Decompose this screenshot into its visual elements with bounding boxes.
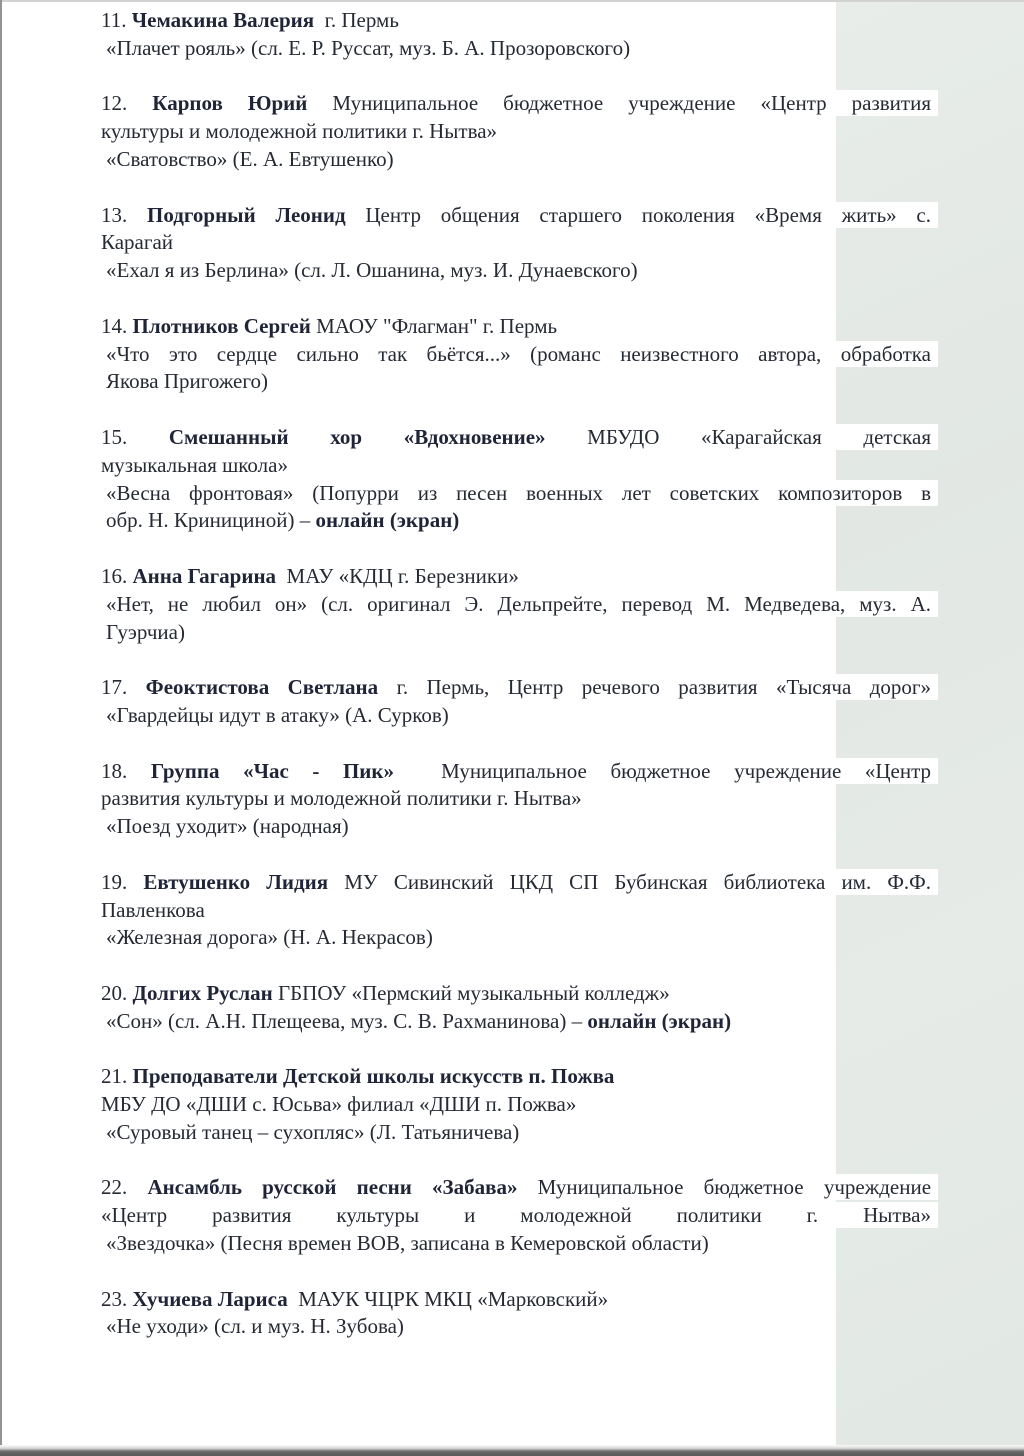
entry-song-line xyxy=(99,35,938,63)
entry-header-line xyxy=(99,1063,938,1091)
entry-song-line xyxy=(99,257,938,285)
line-background xyxy=(99,90,938,116)
entry-number: 13. xyxy=(101,202,148,227)
page-top-border xyxy=(0,0,1024,2)
line-background xyxy=(99,1063,621,1089)
affiliation-text: г. Пермь xyxy=(314,8,399,32)
entry-song-line xyxy=(99,507,938,535)
entry-header-line xyxy=(99,785,938,813)
program-entry xyxy=(99,1286,938,1342)
song-title: Гуэрчиа) xyxy=(106,619,185,644)
line-background xyxy=(99,452,295,478)
affiliation-text: МУ Сивинский ЦКД СП Бубинская библиотека им. Ф.Ф. xyxy=(328,869,931,894)
entry-number: 21. xyxy=(101,1064,133,1089)
affiliation-text: Павленкова xyxy=(101,897,205,922)
affiliation-text: Карагай xyxy=(101,230,174,255)
song-title: «Суровый танец – сухопляс» (Л. Татьяничева) xyxy=(106,1119,520,1144)
affiliation-text: г. Пермь, Центр речевого развития «Тысяча дорог» xyxy=(378,675,931,700)
performer-name: Долгих Руслан xyxy=(132,980,273,1005)
entry-header-line xyxy=(99,90,938,118)
performer-name: Чемакина Валерия xyxy=(131,8,315,32)
entry-number: 15. xyxy=(101,424,169,449)
program-entry xyxy=(99,758,938,841)
program-entry xyxy=(99,563,938,646)
affiliation-text: МАОУ "Флагман" г. Пермь xyxy=(310,313,558,338)
program-entry xyxy=(99,869,938,952)
entry-number: 14. xyxy=(101,313,133,338)
affiliation-text: МАУК ЧЦРК МКЦ «Марковский» xyxy=(287,1286,609,1311)
line-background xyxy=(104,507,466,533)
entry-header-line xyxy=(99,229,938,257)
affiliation-text: культуры и молодежной политики г. Нытва» xyxy=(101,119,498,144)
entry-header-line xyxy=(99,758,938,786)
line-background xyxy=(99,1286,615,1312)
song-title: «Ехал я из Берлина» (сл. Л. Ошанина, муз. И. Дунаевского) xyxy=(106,258,638,283)
affiliation-text: развития культуры и молодежной политики г. Нытва» xyxy=(101,786,582,811)
line-background xyxy=(104,1008,738,1034)
line-background xyxy=(104,619,192,645)
song-title: Якова Пригожего) xyxy=(106,369,268,394)
performer-name: Ансамбль русской песни «Забава» xyxy=(147,1175,518,1200)
program-entry xyxy=(99,674,938,730)
entry-number: 19. xyxy=(101,869,144,894)
performer-name: Карпов Юрий xyxy=(152,91,308,116)
online-note: онлайн (экран) xyxy=(315,508,460,533)
entry-song-line xyxy=(99,146,938,174)
line-background xyxy=(104,591,938,617)
line-background xyxy=(104,368,275,394)
performer-name: Подгорный Леонид xyxy=(147,202,346,227)
song-title: «Поезд уходит» (народная) xyxy=(106,814,349,839)
entry-header-line xyxy=(99,674,938,702)
entry-song-line xyxy=(99,368,938,396)
line-background xyxy=(99,869,938,895)
affiliation-text: МБУДО «Карагайская детская xyxy=(545,424,932,449)
line-background xyxy=(104,924,440,950)
entry-song-line xyxy=(99,1119,938,1147)
line-background xyxy=(104,146,401,172)
line-background xyxy=(104,341,938,367)
line-background xyxy=(99,1202,938,1228)
line-background xyxy=(104,813,356,839)
entry-number: 16. xyxy=(101,563,133,588)
line-background xyxy=(104,1230,716,1256)
entry-header-line xyxy=(99,118,938,146)
entry-header-line xyxy=(99,1286,938,1314)
entry-song-line xyxy=(99,1230,938,1258)
song-title: «Звездочка» (Песня времен ВОВ, записана в Кемеровской области) xyxy=(106,1231,709,1256)
line-background xyxy=(99,785,589,811)
entry-header-line xyxy=(99,424,938,452)
program-entry xyxy=(99,980,938,1036)
song-title: «Плачет рояль» (сл. Е. Р. Руссат, муз. Б. А. Прозоровского) xyxy=(106,35,631,60)
line-background xyxy=(99,118,504,144)
affiliation-text: музыкальная школа» xyxy=(101,452,288,477)
line-background xyxy=(104,35,637,61)
line-background xyxy=(99,424,938,450)
performer-name: Феоктистова Светлана xyxy=(145,675,379,700)
bottom-edge-bar xyxy=(0,1445,1024,1456)
online-note: онлайн (экран) xyxy=(587,1008,732,1033)
song-title: «Сон» (сл. А.Н. Плещеева, муз. С. В. Рахманинова) – xyxy=(106,1008,588,1033)
song-title: «Сватовство» (Е. А. Евтушенко) xyxy=(106,146,394,171)
song-title: «Что это сердце сильно так бьётся...» (романс неизвестного автора, обработка xyxy=(106,341,931,366)
performer-name: Группа «Час - Пик» xyxy=(150,758,394,783)
song-title: «Железная дорога» (Н. А. Некрасов) xyxy=(106,925,433,950)
entry-song-line xyxy=(99,341,938,369)
line-background xyxy=(99,229,180,255)
line-background xyxy=(104,1313,411,1339)
line-background xyxy=(99,7,406,33)
entry-number: 20. xyxy=(101,980,133,1005)
performer-name: Плотников Сергей xyxy=(132,313,311,338)
entry-number: 11. xyxy=(101,8,132,32)
line-background xyxy=(99,202,938,228)
affiliation-text: Муниципальное бюджетное учреждение «Центр развития xyxy=(307,91,931,116)
performer-name: Анна Гагарина xyxy=(132,563,277,588)
entry-header-line xyxy=(99,1091,938,1119)
entry-header-line xyxy=(99,1174,938,1202)
entry-song-line xyxy=(99,702,938,730)
entry-song-line xyxy=(99,813,938,841)
entry-header-line xyxy=(99,869,938,897)
song-title: обр. Н. Кринициной) – xyxy=(106,508,316,533)
entry-header-line xyxy=(99,563,938,591)
page-left-border xyxy=(0,0,2,1456)
program-entry xyxy=(99,1063,938,1146)
entry-number: 17. xyxy=(101,675,146,700)
affiliation-text: МБУ ДО «ДШИ с. Юсьва» филиал «ДШИ п. Пожва» xyxy=(101,1092,577,1117)
entry-song-line xyxy=(99,480,938,508)
entry-header-line xyxy=(99,1202,938,1230)
program-entry xyxy=(99,90,938,173)
entry-number: 23. xyxy=(101,1286,133,1311)
entry-header-line xyxy=(99,897,938,925)
song-title: «Гвардейцы идут в атаку» (А. Сурков) xyxy=(106,702,449,727)
performer-name: Евтушенко Лидия xyxy=(143,869,329,894)
line-background xyxy=(99,897,212,923)
performer-name: Хучиева Лариса xyxy=(132,1286,288,1311)
entry-header-line xyxy=(99,980,938,1008)
line-background xyxy=(99,563,526,589)
performer-name: Смешанный хор «Вдохновение» xyxy=(168,424,546,449)
line-background xyxy=(104,1119,526,1145)
line-background xyxy=(104,480,938,506)
affiliation-text: «Центр развития культуры и молодежной политики г. Нытва» xyxy=(101,1203,931,1228)
affiliation-text: Муниципальное бюджетное учреждение «Центр xyxy=(394,758,932,783)
entry-song-line xyxy=(99,924,938,952)
song-title: «Весна фронтовая» (Попурри из песен военных лет советских композиторов в xyxy=(106,480,931,505)
program-entry xyxy=(99,424,938,535)
program-entry xyxy=(99,313,938,396)
program-entry xyxy=(99,7,938,63)
entry-number: 12. xyxy=(101,91,153,116)
entry-song-line xyxy=(99,1313,938,1341)
program-entry xyxy=(99,1174,938,1257)
affiliation-text: ГБПОУ «Пермский музыкальный колледж» xyxy=(272,980,670,1005)
entry-song-line xyxy=(99,619,938,647)
line-background xyxy=(99,313,564,339)
entry-header-line xyxy=(99,7,938,35)
line-background xyxy=(104,257,645,283)
entry-header-line xyxy=(99,313,938,341)
line-background xyxy=(99,980,677,1006)
program-list xyxy=(99,7,938,1369)
entry-number: 18. xyxy=(101,758,151,783)
entry-header-line xyxy=(99,202,938,230)
affiliation-text: Центр общения старшего поколения «Время жить» с. xyxy=(345,202,931,227)
song-title: «Нет, не любил он» (сл. оригинал Э. Дельпрейте, перевод М. Медведева, муз. А. xyxy=(106,591,931,616)
entry-song-line xyxy=(99,1008,938,1036)
performer-name: Преподаватели Детской школы искусств п. Пожва xyxy=(132,1064,615,1089)
line-background xyxy=(104,702,456,728)
entry-song-line xyxy=(99,591,938,619)
line-background xyxy=(99,1091,583,1117)
entry-number: 22. xyxy=(101,1175,148,1200)
line-background xyxy=(99,674,938,700)
affiliation-text: МАУ «КДЦ г. Березники» xyxy=(276,563,519,588)
song-title: «Не уходи» (сл. и муз. Н. Зубова) xyxy=(106,1314,404,1339)
line-background xyxy=(99,1174,938,1200)
line-background xyxy=(99,758,938,784)
program-entry xyxy=(99,202,938,285)
entry-header-line xyxy=(99,452,938,480)
affiliation-text: Муниципальное бюджетное учреждение xyxy=(517,1175,932,1200)
